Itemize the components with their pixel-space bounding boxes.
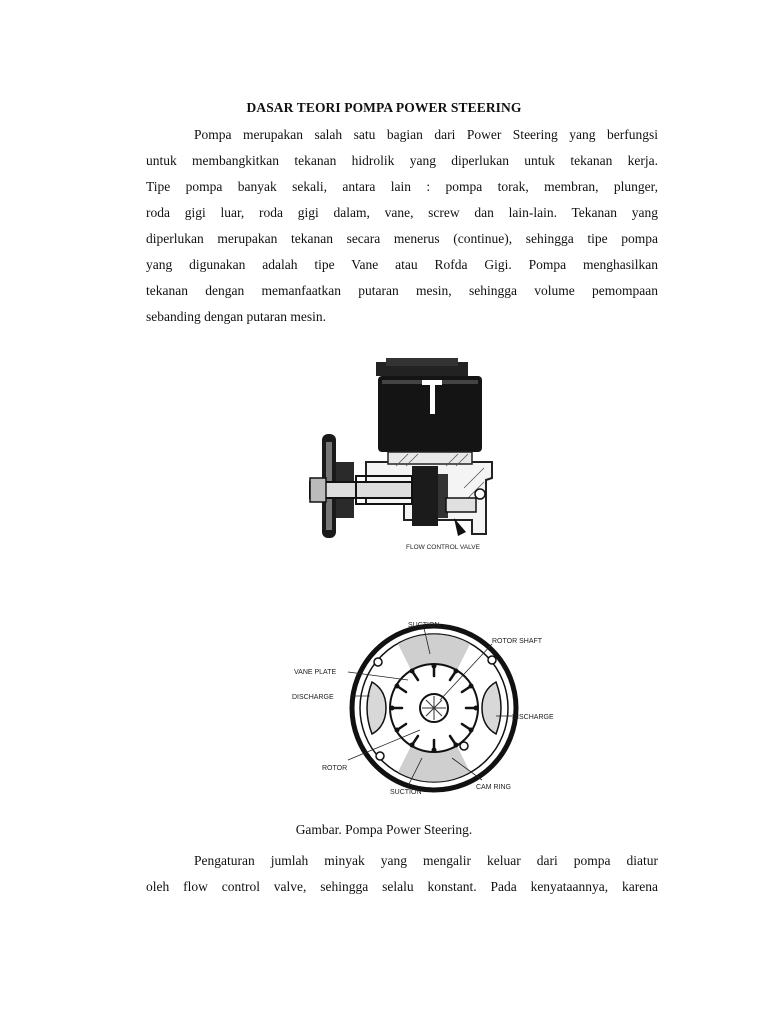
flow-control-valve-label: FLOW CONTROL VALVE <box>406 544 480 551</box>
paragraph-line: Pengaturan jumlah minyak yang mengalir keluar dari pompa diatur <box>194 853 658 868</box>
paragraph-flow-control <box>146 848 658 900</box>
vane-pump-drawing <box>286 610 564 800</box>
paragraph-line: Pompa merupakan salah satu bagian dari Power Steering yang berfungsi <box>194 127 658 142</box>
paragraph-line: untuk membangkitkan tekanan hidrolik yang diperlukan untuk tekanan kerja. <box>146 153 658 168</box>
vane-pump-diagram <box>286 610 564 800</box>
paragraph-line: oleh flow control valve, sehingga selalu konstant. Pada kenyataannya, karena <box>146 879 658 894</box>
rotor-cartridge <box>412 466 438 526</box>
label-discharge-left: DISCHARGE <box>292 694 334 701</box>
label-rotor: ROTOR <box>322 765 348 772</box>
label-cam-ring: CAM RING <box>476 784 511 791</box>
paragraph-line: tekanan dengan memanfaatkan putaran mesin, sehingga volume pemompaan <box>146 283 658 298</box>
pump-cross-section-figure <box>296 358 512 582</box>
label-vane-plate: VANE PLATE <box>294 669 337 676</box>
flow-control-valve <box>446 498 476 512</box>
pump-cross-section-drawing <box>296 358 512 582</box>
label-suction-bottom: SUCTION <box>390 789 422 796</box>
figure-caption: Gambar. Pompa Power Steering. <box>295 822 473 837</box>
label-rotor-shaft: ROTOR SHAFT <box>492 638 543 645</box>
document-title: DASAR TEORI POMPA POWER STEERING <box>246 100 522 115</box>
paragraph-line: Tipe pompa banyak sekali, antara lain : pompa torak, membran, plunger, <box>146 179 658 194</box>
label-discharge-right: DISCHARGE <box>512 714 554 721</box>
label-suction-top: SUCTION <box>408 622 440 629</box>
paragraph-line: yang digunakan adalah tipe Vane atau Rofda Gigi. Pompa menghasilkan <box>146 257 658 272</box>
paragraph-line: diperlukan merupakan tekanan secara menerus (continue), sehingga tipe pompa <box>146 231 658 246</box>
paragraph-line: sebanding dengan putaran mesin. <box>146 309 326 324</box>
paragraph-line: roda gigi luar, roda gigi dalam, vane, screw dan lain-lain. Tekanan yang <box>146 205 658 220</box>
paragraph-intro <box>146 122 658 330</box>
